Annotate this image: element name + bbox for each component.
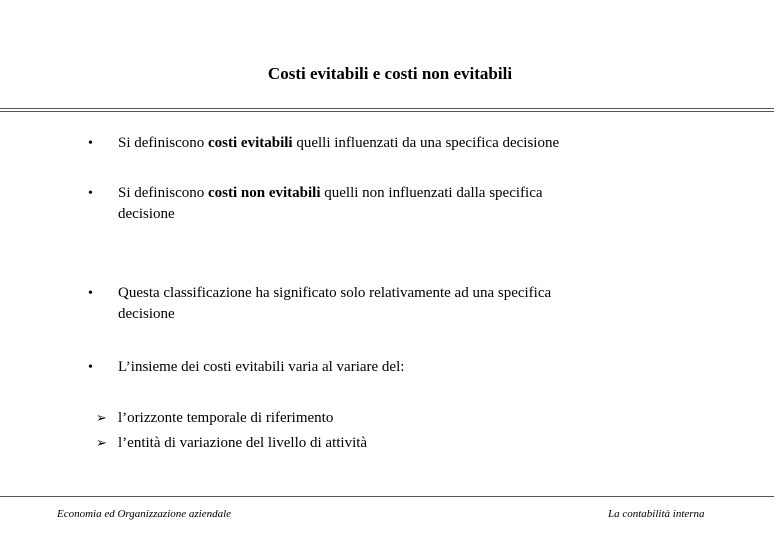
text-segment: Questa classificazione ha significato solo relativamente ad una specifica (118, 285, 552, 301)
text-segment: Si definiscono (118, 185, 208, 201)
arrow-bullet-icon: ➢ (96, 411, 107, 426)
bullet-dot: • (88, 360, 93, 375)
bullet-dot: • (88, 136, 93, 151)
slide-title: Costi evitabili e costi non evitabili (267, 64, 513, 83)
text-segment: quelli influenzati da una specifica decisione (292, 135, 560, 151)
title-divider (0, 108, 774, 112)
bullet-text (118, 283, 678, 325)
footer-right: La contabilità interna (608, 508, 705, 520)
sub-item-text: l’entità di variazione del livello di attività (118, 435, 368, 451)
text-segment: decisione (118, 306, 175, 322)
text-segment: decisione (118, 206, 175, 222)
text-segment: quelli non influenzati dalla specifica (320, 185, 543, 201)
bullet-dot: • (88, 186, 93, 201)
arrow-bullet-icon: ➢ (96, 436, 107, 451)
footer-left: Economia ed Organizzazione aziendale (57, 508, 232, 520)
sub-item-text: l’orizzonte temporale di riferimento (118, 410, 334, 426)
footer-divider (0, 496, 774, 497)
bullet-dot: • (88, 286, 93, 301)
bold-term: costi non evitabili (208, 185, 321, 201)
bullet-text (118, 133, 678, 154)
bullet-text: L’insieme dei costi evitabili varia al variare del: (118, 359, 405, 375)
text-segment: Si definiscono (118, 135, 208, 151)
bullet-text (118, 183, 678, 225)
bold-term: costi evitabili (208, 135, 293, 151)
